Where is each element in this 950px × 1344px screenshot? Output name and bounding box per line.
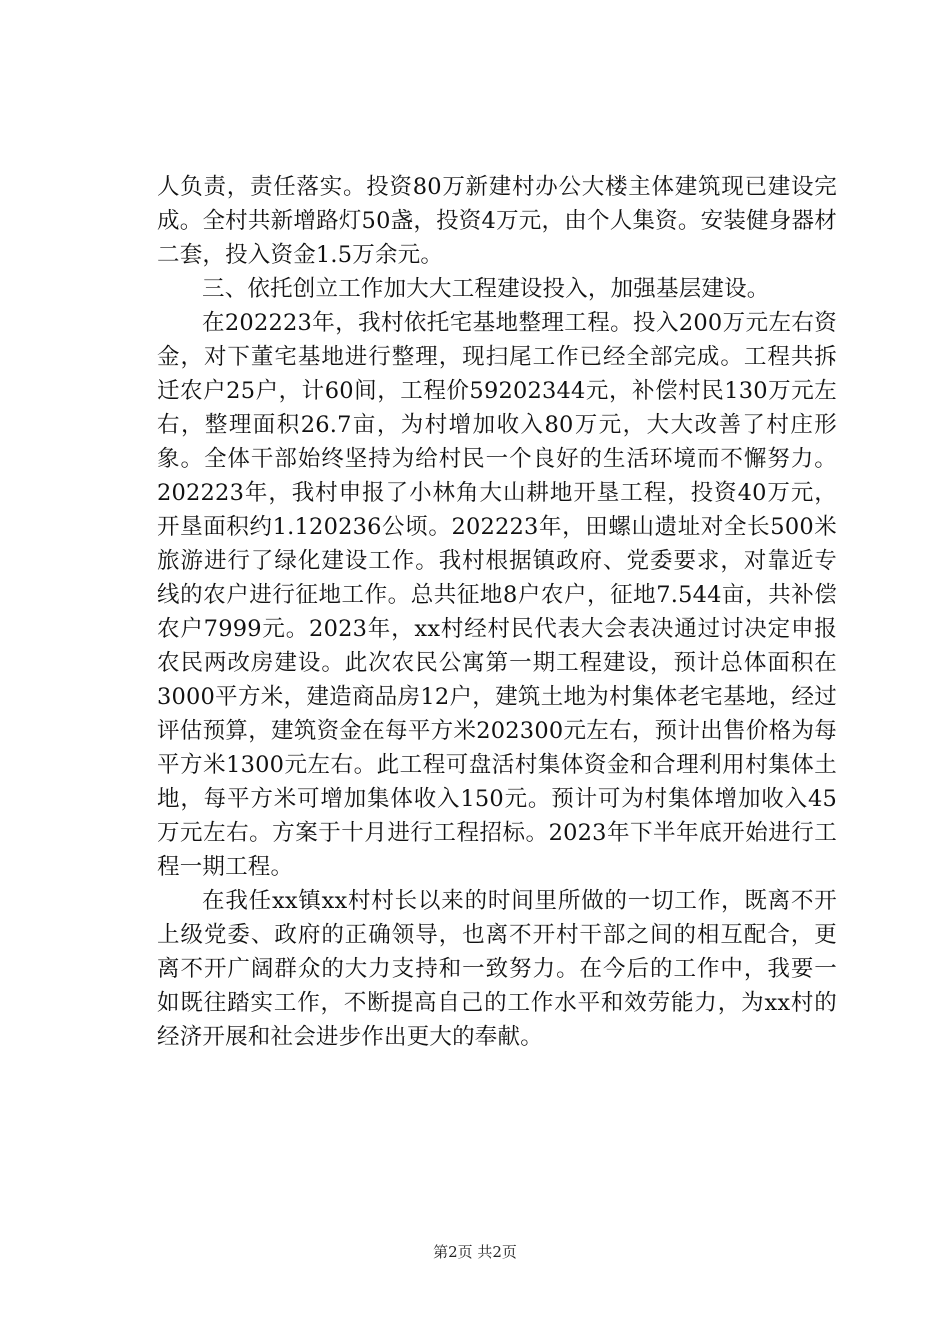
section-heading: 三、依托创立工作加大大工程建设投入，加强基层建设。 [202, 276, 770, 302]
paragraph-conclusion: 在我任xx镇xx村村长以来的时间里所做的一切工作，既离不开上级党委、政府的正确领导，也离不开村干部之间的相互配合，更离不开广阔群众的大力支持和一致努力。在今后的工作中，我要一如既往踏实工作，不断提高自己的工作水平和效劳能力，为xx村的经济开展和社会进步作出更大的奉献。 [157, 888, 837, 1050]
document-body [157, 170, 837, 1054]
paragraph-projects: 在202223年，我村依托宅基地整理工程。投入200万元左右资金，对下董宅基地进行整理，现扫尾工作已经全部完成。工程共拆迁农户25户，计60间，工程价59202344元，补偿村民130万元左右，整理面积26.7亩，为村增加收入80万元，大大改善了村庄形象。全体干部始终坚持为给村民一个良好的生活环境而不懈努力。202223年，我村申报了小林角大山耕地开垦工程，投资40万元，开垦面积约1.120236公顷。202223年，田螺山遗址对全长500米旅游进行了绿化建设工作。我村根据镇政府、党委要求，对靠近专线的农户进行征地工作。总共征地8户农户，征地7.544亩，共补偿农户7999元。2023年，xx村经村民代表大会表决通过讨决定申报农民两改房建设。此次农民公寓第一期工程建设，预计总体面积在3000平方米，建造商品房12户，建筑土地为村集体老宅基地，经过评估预算，建筑资金在每平方米202300元左右，预计出售价格为每平方米1300元左右。此工程可盘活村集体资金和合理利用村集体土地，每平方米可增加集体收入150元。预计可为村集体增加收入45万元左右。方案于十月进行工程招标。2023年下半年底开始进行工程一期工程。 [157, 310, 837, 880]
page-footer [0, 1242, 950, 1262]
paragraph-continuation: 人负责，责任落实。投资80万新建村办公大楼主体建筑现已建设完成。全村共新增路灯50盏，投资4万元，由个人集资。安装健身器材二套，投入资金1.5万余元。 [157, 174, 837, 268]
page-indicator: 第2页 共2页 [433, 1243, 517, 1261]
